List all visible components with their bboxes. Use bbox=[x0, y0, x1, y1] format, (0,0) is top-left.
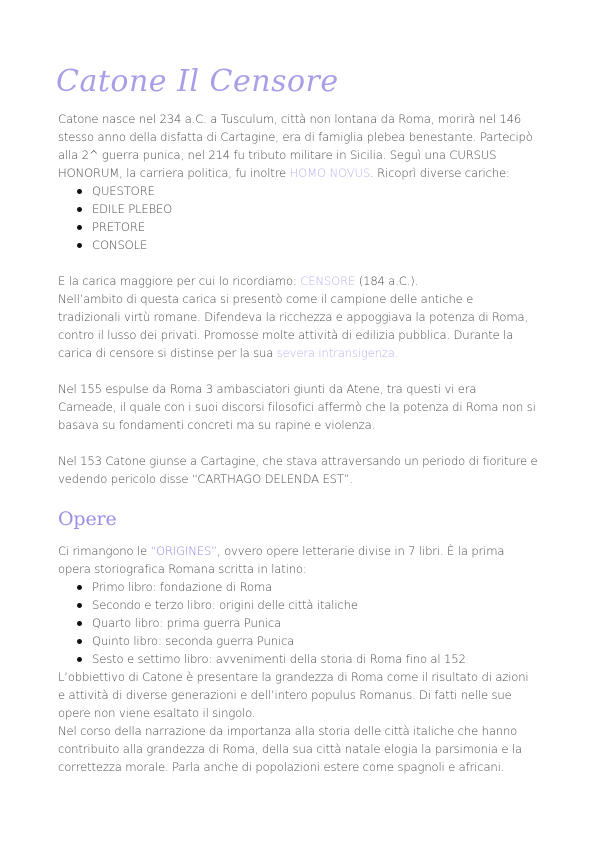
opere-paragraph-1: L’obbiettivo di Catone è presentare la grandezza di Roma come il risultato di azioni e attività di diverse generazioni e dell’intero populus Romanus. Di fatti nelle sue opere non viene esaltato il singolo. bbox=[58, 670, 529, 720]
censore-paragraph bbox=[58, 272, 538, 290]
censore-description bbox=[58, 290, 538, 362]
list-item: Primo libro: fondazione di Roma bbox=[92, 578, 538, 596]
list-item: Secondo e terzo libro: origini delle città italiche bbox=[92, 596, 538, 614]
opere-heading: Opere bbox=[58, 508, 117, 530]
censore-description-text: Nell’ambito di questa carica si presentò come il campione delle antiche e tradizionali virtù romane. Difendeva la ricchezza e appoggiava la potenza di Roma, contro il lusso dei privati. Promosse molte attività di edilizia pubblica. Durante la carica di censore si distinse per la sua bbox=[58, 292, 528, 360]
list-item: QUESTORE bbox=[92, 182, 538, 200]
list-item: Quinto libro: seconda guerra Punica bbox=[92, 632, 538, 650]
list-item: PRETORE bbox=[92, 218, 538, 236]
list-item: Quarto libro: prima guerra Punica bbox=[92, 614, 538, 632]
paragraph-153: Nel 153 Catone giunse a Cartagine, che stava attraversando un periodo di fioriture e vedendo pericolo disse “CARTHAGO DELENDA EST”. bbox=[58, 454, 538, 486]
intransigenza-highlight: severa intransigenza. bbox=[276, 346, 399, 360]
opere-intro bbox=[58, 542, 538, 578]
libri-list bbox=[58, 578, 538, 668]
opere-intro-end: , ovvero opere letterarie divise in 7 libri. È la prima opera storiografica Romana scritta in latino: bbox=[58, 544, 505, 576]
origines-highlight: “ORIGINES” bbox=[150, 544, 218, 558]
list-item: Sesto e settimo libro: avvenimenti della storia di Roma fino al 152 bbox=[92, 650, 538, 668]
censore-text: E la carica maggiore per cui lo ricordiamo: bbox=[58, 274, 301, 288]
page-title: Catone Il Censore bbox=[56, 64, 339, 99]
opere-paragraph-2: Nel corso della narrazione da importanza alla storia delle città italiche che hanno contribuito alla grandezza di Roma, della sua città natale elogia la parsimonia e la correttezza morale. Parla anche di popolazioni estere come spagnoli e africani. bbox=[58, 724, 522, 774]
list-item: CONSOLE bbox=[92, 236, 538, 254]
opere-intro-text: Ci rimangono le bbox=[58, 544, 151, 558]
intro-text: Catone nasce nel 234 a.C. a Tusculum, città non lontana da Roma, morirà nel 146 stesso anno della disfatta di Cartagine, era di famiglia plebea benestante. Partecipò alla 2^ guerra punica, nel 214 fu tributo militare in Sicilia. Seguì una CURSUS HONORUM, la carriera politica, fu inoltre bbox=[58, 112, 533, 180]
intro-paragraph bbox=[58, 110, 538, 182]
censore-date: (184 a.C.). bbox=[355, 274, 419, 288]
cariche-list bbox=[58, 182, 538, 254]
censore-highlight: CENSORE bbox=[300, 274, 356, 288]
intro-text-end: . Ricoprì diverse cariche: bbox=[370, 166, 510, 180]
homo-novus-highlight: HOMO NOVUS bbox=[289, 166, 371, 180]
paragraph-155: Nel 155 espulse da Roma 3 ambasciatori giunti da Atene, tra questi vi era Carneade, il quale con i suoi discorsi filosofici affermò che la potenza di Roma non si basava su fondamenti concreti ma su rapine e violenza. bbox=[58, 382, 536, 432]
list-item: EDILE PLEBEO bbox=[92, 200, 538, 218]
